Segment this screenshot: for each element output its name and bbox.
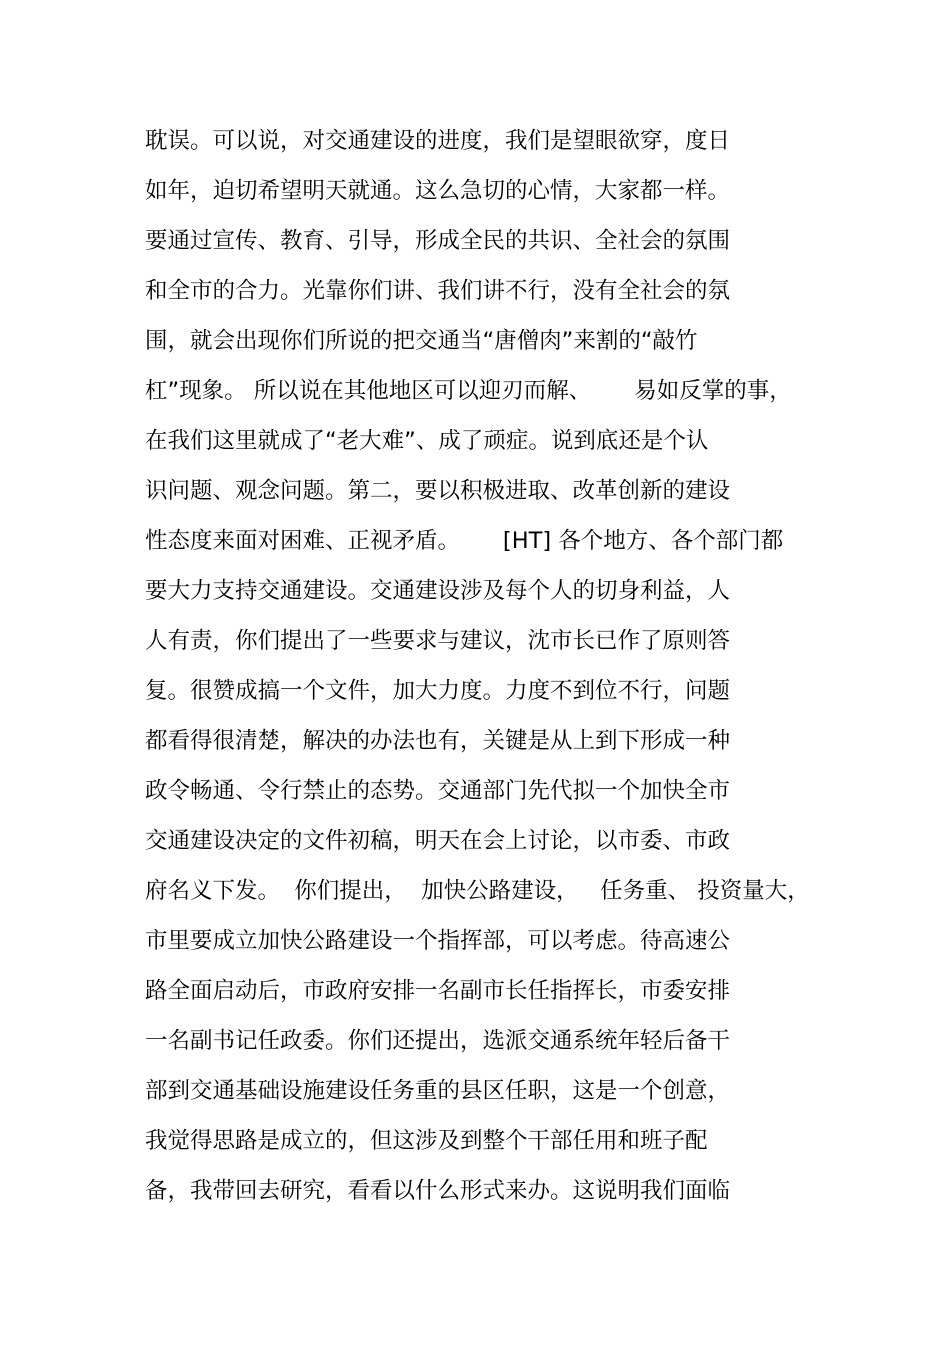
text-line: 府名义下发。 你们提出， 加快公路建设， 任务重、 投资量大， (145, 878, 810, 904)
text-line: 政令畅通、令行禁止的态势。交通部门先代拟一个加快全市 (145, 778, 731, 804)
text-line: 复。很赞成搞一个文件，加大力度。力度不到位不行，问题 (145, 678, 731, 704)
text-line: 耽误。可以说，对交通建设的进度，我们是望眼欲穿，度日 (145, 128, 731, 154)
text-line: 市里要成立加快公路建设一个指挥部，可以考虑。待高速公 (145, 928, 731, 954)
text-line: 我觉得思路是成立的，但这涉及到整个干部任用和班子配 (145, 1128, 708, 1154)
text-line: 要通过宣传、教育、引导，形成全民的共识、全社会的氛围 (145, 228, 731, 254)
text-line: 路全面启动后，市政府安排一名副市长任指挥长，市委安排 (145, 978, 731, 1004)
body-text (145, 123, 810, 1223)
text-line: 要大力支持交通建设。交通建设涉及每个人的切身利益，人 (145, 578, 731, 604)
text-line: 人有责，你们提出了一些要求与建议，沈市长已作了原则答 (145, 628, 731, 654)
text-line: 在我们这里就成了“老大难”、成了顽症。说到底还是个认 (145, 428, 709, 454)
text-line: 性态度来面对困难、正视矛盾。 [HT] 各个地方、各个部门都 (145, 528, 784, 554)
text-line: 备，我带回去研究，看看以什么形式来办。这说明我们面临 (145, 1178, 731, 1204)
text-line: 交通建设决定的文件初稿，明天在会上讨论，以市委、市政 (145, 828, 731, 854)
text-line: 如年，迫切希望明天就通。这么急切的心情，大家都一样。 (145, 178, 731, 204)
text-line: 一名副书记任政委。你们还提出，选派交通系统年轻后备干 (145, 1028, 731, 1054)
text-line: 识问题、观念问题。第二，要以积极进取、改革创新的建设 (145, 478, 731, 504)
text-line: 围，就会出现你们所说的把交通当“唐僧肉”来割的“敲竹 (145, 328, 698, 354)
text-line: 和全市的合力。光靠你们讲、我们讲不行，没有全社会的氛 (145, 278, 731, 304)
text-line: 都看得很清楚，解决的办法也有，关键是从上到下形成一种 (145, 728, 731, 754)
text-line: 杠”现象。 所以说在其他地区可以迎刃而解、 易如反掌的事， (145, 378, 792, 404)
text-line: 部到交通基础设施建设任务重的县区任职，这是一个创意， (145, 1078, 731, 1104)
